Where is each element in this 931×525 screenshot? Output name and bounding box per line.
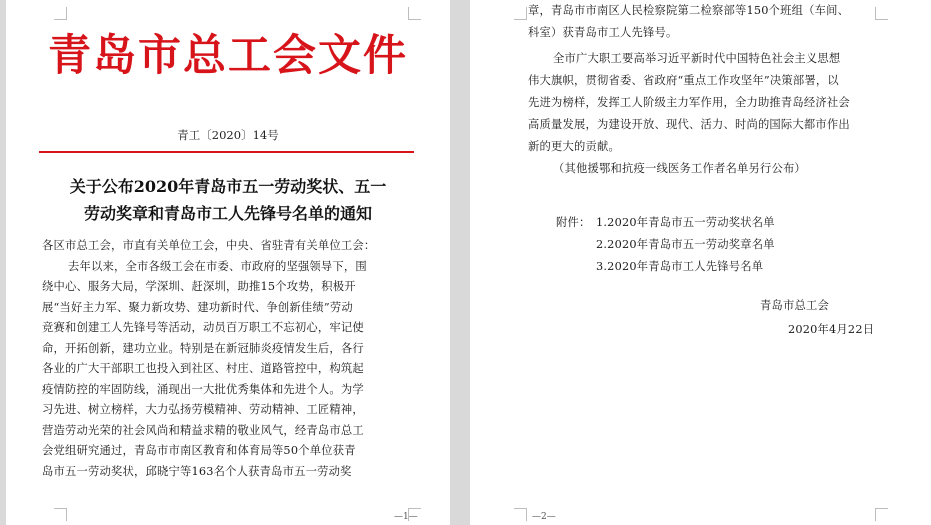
- crop-mark-bottom-right: [875, 508, 888, 521]
- parenthetical-note: （其他援鄂和抗疫一线医务工作者名单另行公布）: [553, 162, 806, 175]
- body-line: 去年以来，全市各级工会在市委、市政府的坚强领导下，围: [68, 259, 367, 273]
- attachment-item: 3.2020年青岛市工人先锋号名单: [596, 260, 764, 273]
- signature-organization: 青岛市总工会: [760, 299, 829, 312]
- notice-title-line: 关于公布2020年青岛市五一劳动奖状、五一: [69, 177, 387, 196]
- body-line: 疫情防控的牢固防线，涌现出一大批优秀集体和先进个人。为学: [42, 382, 364, 396]
- body-line: 先进为榜样，发挥工人阶级主力军作用，全力助推青岛经济社会: [528, 96, 850, 109]
- body-line: 高质量发展，为建设开放、现代、活力、时尚的国际大都市作出: [528, 118, 850, 131]
- document-page-1: [6, 0, 450, 525]
- attachment-item: [556, 212, 775, 234]
- body-line: 习先进、树立榜样，大力弘扬劳模精神、劳动精神、工匠精神，: [42, 403, 364, 416]
- page-number: —1—: [394, 512, 418, 522]
- crop-mark-bottom-left: [54, 508, 67, 521]
- body-line: 全市广大职工要高举习近平新时代中国特色社会主义思想: [553, 52, 841, 65]
- notice-body-continued: [528, 0, 908, 180]
- body-line: 绕中心、服务大局，学深圳、赶深圳，助推15个攻势，积极开: [42, 280, 356, 293]
- signature-date: 2020年4月22日: [788, 323, 875, 336]
- body-line: 会党组研究通过，青岛市市南区教育和体育局等50个单位获青: [42, 444, 356, 457]
- body-line: 章，青岛市市南区人民检察院第二检察部等150个班组（车间、: [528, 4, 850, 17]
- crop-mark-top-left: [54, 7, 67, 20]
- salutation: 各区市总工会，市直有关单位工会，中央、省驻青有关单位工会：: [42, 239, 376, 252]
- document-masthead: 青岛市总工会文件: [48, 31, 408, 81]
- attachment-item: 2.2020年青岛市五一劳动奖章名单: [596, 238, 775, 251]
- document-number: 青工〔2020〕14号: [177, 128, 279, 142]
- masthead-divider: [39, 151, 414, 153]
- notice-title-line: 劳动奖章和青岛市工人先锋号名单的通知: [83, 204, 372, 223]
- attachment-item-text: 1.2020年青岛市五一劳动奖状名单: [596, 216, 775, 229]
- attachments-list: [556, 212, 775, 278]
- body-line: 新的更大的贡献。: [528, 140, 620, 153]
- body-line: 营造劳动光荣的社会风尚和精益求精的敬业风气，经青岛市总工: [42, 423, 364, 437]
- crop-mark-top-left: [514, 7, 527, 20]
- body-line: 科室）获青岛市工人先锋号。: [528, 26, 678, 39]
- page-number: —2—: [532, 512, 556, 522]
- body-line: 展“当好主力军、聚力新攻势、建功新时代、争创新佳绩”劳动: [42, 300, 353, 314]
- body-line: 伟大旗帜，贯彻省委、省政府“重点工作攻坚年”决策部署，以: [528, 74, 839, 87]
- body-line: 各业的广大干部职工也投入到社区、村庄、道路管控中，构筑起: [42, 362, 364, 375]
- crop-mark-top-right: [408, 7, 421, 20]
- notice-body: [42, 236, 428, 482]
- attachments-label: 附件：: [556, 216, 591, 229]
- body-line: 命，开拓创新，建功立业。特别是在新冠肺炎疫情发生后，各行: [42, 341, 364, 355]
- body-line: 岛市五一劳动奖状，邱晓宁等163名个人获青岛市五一劳动奖: [42, 464, 352, 478]
- notice-title: [28, 173, 428, 227]
- body-line: 竞赛和创建工人先锋号等活动，动员百万职工不忘初心，牢记使: [42, 321, 364, 334]
- signature-block: [760, 294, 874, 342]
- document-page-2: [470, 0, 931, 525]
- crop-mark-bottom-left: [514, 508, 527, 521]
